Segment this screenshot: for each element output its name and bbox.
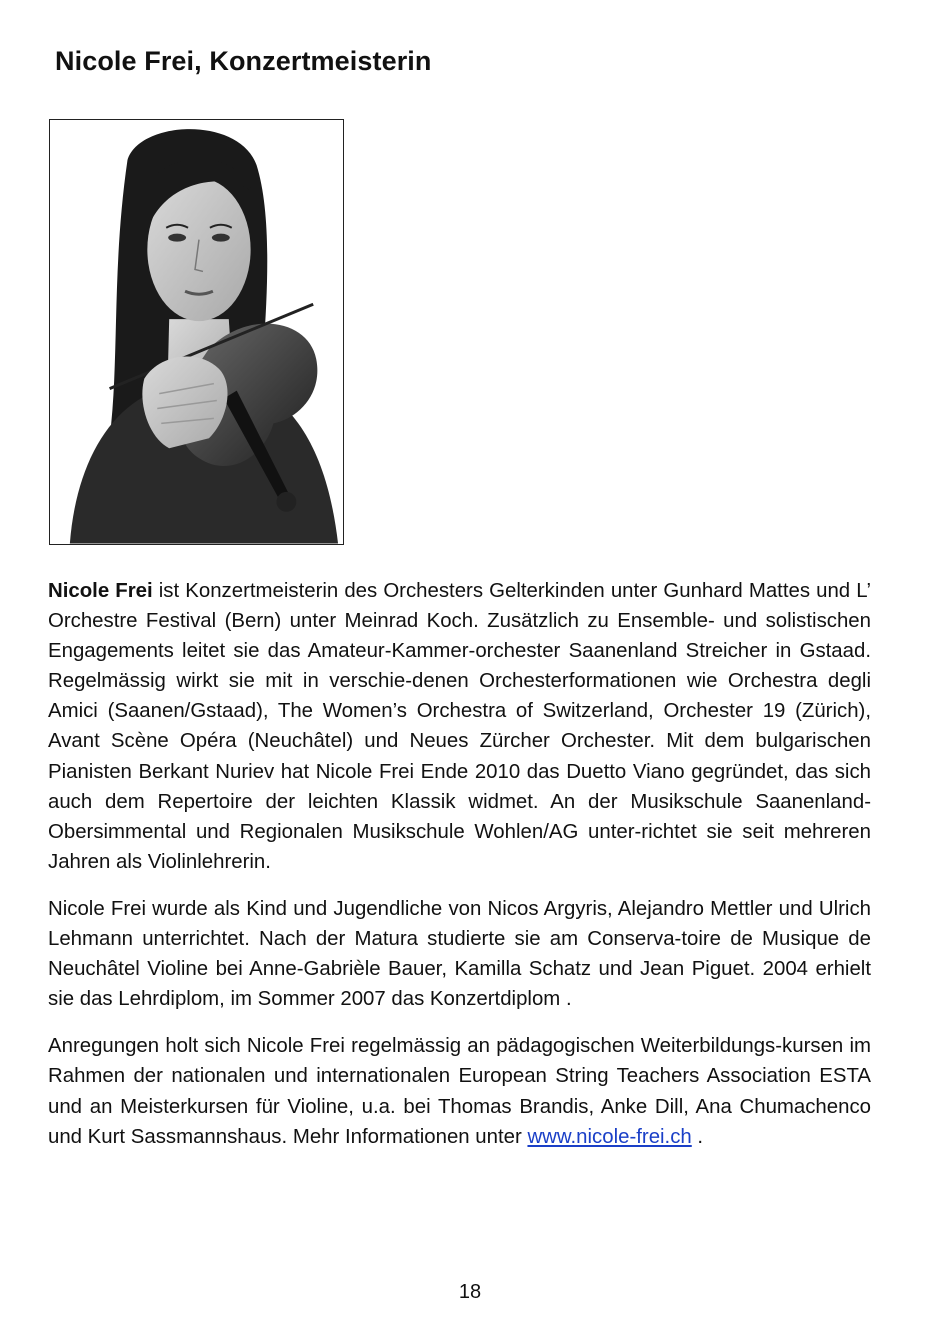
bio-paragraph-3 xyxy=(48,1031,871,1151)
portrait-illustration xyxy=(50,120,343,544)
bio-paragraph-3-end: . xyxy=(691,1125,704,1148)
portrait-photo xyxy=(49,119,344,545)
bio-paragraph-3-text: Anregungen holt sich Nicole Frei regelmässig an pädagogischen Weiterbildungs-kursen im Rahmen der nationalen und internationalen European String Teachers Association ESTA und an Meisterkursen für Violine, u.a. bei Thomas Brandis, Anke Dill, Ana Chumachenco und Kurt Sassmannshaus. Mehr Informationen unter xyxy=(48,1035,871,1148)
page-title: Nicole Frei, Konzertmeisterin xyxy=(55,46,432,76)
website-link[interactable]: www.nicole-frei.ch xyxy=(527,1125,692,1148)
bio-paragraph-1 xyxy=(48,576,871,877)
page-number: 18 xyxy=(458,1281,482,1303)
bio-paragraph-2: Nicole Frei wurde als Kind und Jugendliche von Nicos Argyris, Alejandro Mettler und Ulrich Lehmann unterrichtet. Nach der Matura studierte sie am Conserva-toire de Musique de Neuchâtel Violine bei Anne-Gabrièle Bauer, Kamilla Schatz und Jean Piguet. 2004 erhielt sie das Lehrdiplom, im Sommer 2007 das Konzertdiplom . xyxy=(48,897,871,1011)
bio-name: Nicole Frei xyxy=(48,580,153,602)
bio-paragraph-1-text: ist Konzertmeisterin des Orchesters Gelterkinden unter Gunhard Mattes und L’ Orchestre Festival (Bern) unter Meinrad Koch. Zusätzlich zu Ensemble- und solistischen Engagements leitet sie das Amateur-Kammer-orchester Saanenland Streicher in Gstaad. Regelmässig wirkt sie mit in verschie-denen Orchesterformationen wie Orchestra degli Amici (Saanen/Gstaad), The Women’s Orchestra of Switzerland, Orchester 19 (Zürich), Avant Scène Opéra (Neuchâtel) und Neues Zürcher Orchester. Mit dem bulgarischen Pianisten Berkant Nuriev hat Nicole Frei Ende 2010 das Duetto Viano gegründet, das sich auch dem Repertoire der leichten Klassik widmet. An der Musikschule Saanenland-Obersimmental und Regionalen Musikschule Wohlen/AG unter-richtet sie seit mehreren Jahren als Violinlehrerin. xyxy=(48,580,871,873)
biography xyxy=(48,576,871,1169)
